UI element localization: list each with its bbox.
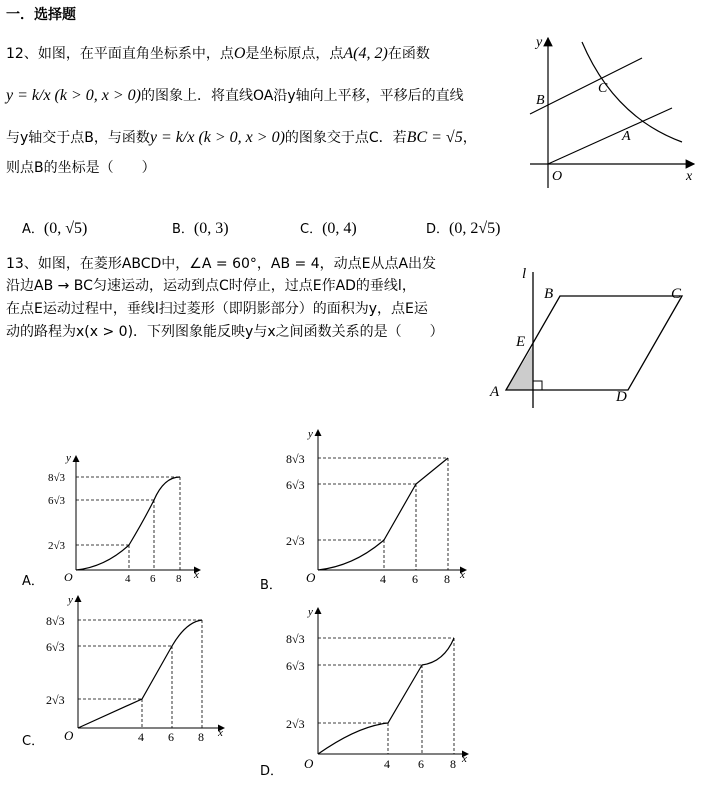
section-title: 一．选择题 — [6, 7, 76, 23]
fig-o-label: O — [552, 169, 563, 184]
graph-a-y: y — [66, 452, 71, 464]
option-value: (0, 2√5) — [449, 220, 501, 237]
graph-a-x3: 8 — [176, 573, 182, 585]
q12-function: y = k/x (k > 0, x > 0) — [6, 87, 141, 104]
graph-c-y: y — [68, 594, 73, 606]
graph-c — [40, 592, 236, 744]
graph-a-y3: 2√3 — [48, 540, 66, 552]
fig-a-label: A — [490, 384, 500, 400]
option-value: (0, 3) — [193, 220, 229, 237]
graph-b-o: O — [306, 570, 316, 585]
option-letter: B． — [172, 222, 194, 237]
fig-l-label: l — [522, 266, 527, 282]
q12-option-c[interactable] — [300, 218, 357, 238]
q12-line2: 的图象上．将直线OA沿y轴向上平移，平移后的直线 — [141, 88, 464, 104]
q13-line-2: 沿边AB → BC匀速运动，运动到点C时停止，过点E作AD的垂线l， — [6, 278, 416, 294]
fig-b-label: B — [544, 286, 554, 302]
graph-c-x2: 6 — [168, 730, 174, 744]
q13-line-3: 在点E运动过程中，垂线l扫过菱形（即阴影部分）的面积为y，点E运 — [6, 301, 428, 317]
option-letter: C． — [300, 222, 323, 237]
q12-bc: BC = √5 — [406, 129, 463, 146]
graph-d-y3: 2√3 — [286, 717, 305, 731]
q13-figure — [486, 262, 696, 412]
fig-e-label: E — [516, 334, 526, 350]
graph-b-x1: 4 — [380, 572, 386, 586]
graph-d-x3: 8 — [450, 757, 456, 771]
q13-line-1: 13、如图，在菱形ABCD中，∠A = 60°，AB = 4，动点E从点A出发 — [6, 256, 437, 272]
q12-option-d[interactable] — [426, 218, 500, 238]
fig-a-label: A — [622, 129, 631, 144]
graph-c-x: x — [218, 727, 223, 739]
graph-a-x: x — [194, 569, 199, 581]
graph-d-x: x — [462, 753, 467, 765]
fig-b-label: B — [536, 93, 545, 108]
q12-line3c: ， — [462, 130, 477, 146]
fig-c-label: C — [598, 81, 608, 96]
q12-line3b: 的图象交于点C．若 — [284, 130, 407, 146]
graph-d-o: O — [304, 756, 314, 771]
graph-c-o: O — [64, 728, 74, 743]
line-oa — [548, 108, 672, 164]
q12-line3a: 与y轴交于点B，与函数 — [6, 130, 150, 146]
fig-x-label: x — [686, 169, 693, 184]
graph-a — [40, 452, 210, 588]
graph-d-y: y — [308, 606, 313, 618]
graph-c-y1: 8√3 — [46, 614, 65, 628]
q12-line1a: 12、如图，在平面直角坐标系中，点 — [6, 46, 234, 62]
q12-line-3 — [6, 128, 477, 148]
q12-line-4: 则点B的坐标是（ ） — [6, 160, 156, 176]
graph-d-y1: 8√3 — [286, 632, 305, 646]
option-value: (0, 4) — [322, 220, 357, 237]
option-letter: A． — [22, 222, 44, 237]
option-letter: D． — [426, 222, 450, 237]
graph-c-x3: 8 — [198, 730, 204, 744]
graph-b-y3: 2√3 — [286, 534, 305, 548]
graph-c-y3: 2√3 — [46, 693, 65, 707]
hyperbola-curve — [582, 42, 682, 142]
graph-b-y1: 8√3 — [286, 452, 305, 466]
graph-b-x2: 6 — [412, 572, 418, 586]
graph-b-x: x — [460, 569, 465, 581]
q12-line-1 — [6, 44, 430, 64]
graph-a-x2: 6 — [150, 573, 156, 585]
graph-c-y2: 6√3 — [46, 640, 65, 654]
q12-line-2 — [6, 86, 464, 106]
q12-line1b: 是坐标原点，点 — [245, 46, 344, 62]
graph-b — [280, 426, 476, 588]
fig-y-label: y — [536, 35, 543, 50]
option-value: (0, √5) — [43, 220, 88, 237]
fig-d-label: D — [616, 389, 627, 405]
line-bc — [530, 58, 642, 114]
graph-c-letter[interactable]: C． — [22, 734, 45, 749]
q12-point-o: O — [233, 45, 246, 62]
graph-b-y: y — [308, 428, 313, 440]
graph-d — [280, 604, 476, 774]
graph-b-letter[interactable]: B． — [260, 578, 282, 593]
fig-c-label: C — [671, 286, 682, 302]
right-angle-mark — [533, 381, 542, 390]
graph-a-y2: 6√3 — [48, 495, 66, 507]
graph-d-letter[interactable]: D． — [260, 764, 284, 779]
graph-a-x1: 4 — [125, 573, 131, 585]
graph-d-y2: 6√3 — [286, 659, 305, 673]
q12-option-b[interactable] — [172, 218, 229, 238]
q12-point-a: A(4, 2) — [343, 45, 388, 62]
graph-c-x1: 4 — [138, 730, 144, 744]
q12-function-2: y = k/x (k > 0, x > 0) — [149, 129, 285, 146]
graph-b-x3: 8 — [444, 572, 450, 586]
graph-a-o: O — [64, 570, 73, 584]
graph-b-y2: 6√3 — [286, 478, 305, 492]
graph-d-x2: 6 — [418, 757, 424, 771]
q12-option-a[interactable] — [22, 218, 87, 238]
q13-line-4: 动的路程为x(x > 0)．下列图象能反映y与x之间函数关系的是（ ） — [6, 324, 444, 340]
q12-line1c: 在函数 — [387, 46, 430, 62]
graph-d-x1: 4 — [384, 757, 390, 771]
q12-figure — [524, 32, 704, 190]
graph-a-y1: 8√3 — [48, 472, 66, 484]
graph-a-letter[interactable]: A． — [22, 574, 44, 589]
